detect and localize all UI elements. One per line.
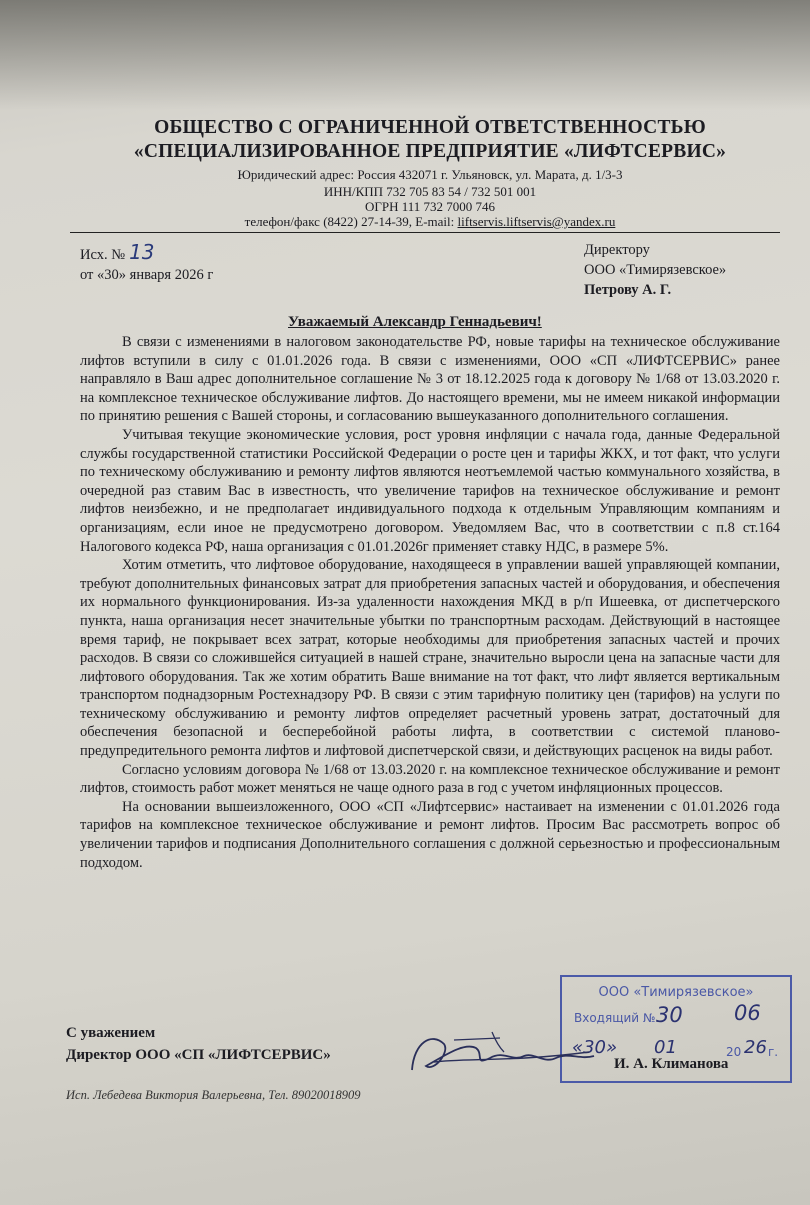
- contact-line: [150, 213, 710, 230]
- stamp-incoming-label: Входящий №: [574, 1011, 656, 1025]
- addressee: [584, 240, 726, 300]
- ref-number: 13: [129, 240, 155, 264]
- closing-block: [66, 1022, 331, 1066]
- salutation: Уважаемый Александр Геннадьевич!: [288, 314, 542, 330]
- stamp-date-month: 01: [654, 1037, 677, 1058]
- phone-fax: телефон/факс (8422) 27-14-39, E-mail:: [244, 214, 458, 229]
- org-name-line2: «СПЕЦИАЛИЗИРОВАННОЕ ПРЕДПРИЯТИЕ «ЛИФТСЕРВИС»: [133, 141, 727, 162]
- director-position: Директор ООО «СП «ЛИФТСЕРВИС»: [66, 1047, 331, 1063]
- addressee-title: Директору: [584, 242, 650, 258]
- header-divider: [70, 232, 780, 233]
- closing-regards: С уважением: [66, 1025, 156, 1041]
- ogrn: ОГРН 111 732 7000 746: [364, 199, 496, 214]
- org-name-line1: ОБЩЕСТВО С ОГРАНИЧЕННОЙ ОТВЕТСТВЕННОСТЬЮ: [154, 117, 706, 138]
- stamp-date-day: «30»: [572, 1037, 618, 1058]
- outgoing-ref: [80, 242, 213, 285]
- paragraph: Учитывая текущие экономические условия, рост уровня инфляции с начала года, данные Федеральной службы государственной статистики Российской Федерации о росте цен и тарифы ЖКХ, и тот факт, что услуги по техническому обслуживанию и ремонту лифтов являются неотъемлемой частью коммунального хозяйства, в очередной раз ставим Вас в известность, что увеличение тарифов на техническое обслуживание и ремонт лифтов неизбежно, и не предполагает индивидуального подхода к отдельным Управляющим компаниям и организациям, если иное не предусмотрено договором. Уведомляем Вас, что в соответствии с п.8 ст.164 Налогового кодекса РФ, наша организация с 01.01.2026г применяет ставку НДС, в размере 5%.: [80, 426, 780, 555]
- addressee-company: ООО «Тимирязевское»: [584, 262, 727, 278]
- stamp-year-suffix: 26: [744, 1037, 767, 1058]
- email-link[interactable]: liftservis.liftservis@yandex.ru: [457, 214, 616, 229]
- paragraph: В связи с изменениями в налоговом законодательстве РФ, новые тарифы на техническое обслуживание лифтов вступили в силу с 01.01.2026 года. В связи с изменениями, ООО «СП «ЛИФТСЕРВИС» ранее направляло в Ваш адрес дополнительное соглашение № 3 от 18.12.2025 года к договору № 1/68 от 13.03.2020 г. на комплексное техническое обслуживание лифтов. До настоящего времени, мы не имеем никакой информации по принятию решения с Вашей стороны, и согласованию вышеуказанного дополнительного соглашения.: [80, 334, 780, 425]
- paragraph: На основании вышеизложенного, ООО «СП «Лифтсервис» настаивает на изменении с 01.01.2026 года тарифов на комплексное техническое обслуживание и ремонт лифтов. Просим Вас рассмотреть вопрос об увеличении тарифов и подписания Дополнительного соглашения с должной серьезностью и профессиональным подходом.: [80, 798, 780, 871]
- legal-address: Юридический адрес: Россия 432071 г. Ульяновск, ул. Марата, д. 1/3-3: [237, 167, 623, 182]
- organization-title: [120, 116, 740, 164]
- stamp-title: ООО «Тимирязевское»: [598, 985, 754, 1000]
- stamp-year-end: г.: [768, 1045, 779, 1059]
- ref-label: Исх. №: [80, 247, 126, 263]
- handwritten-signature: [404, 1022, 604, 1084]
- ref-date: от «30» января 2026 г: [80, 267, 214, 283]
- signer-name: И. А. Климанова: [614, 1056, 729, 1072]
- stamp-incoming-suffix: 06: [734, 1001, 761, 1025]
- letter-body: [80, 333, 780, 872]
- inn-kpp: ИНН/КПП 732 705 83 54 / 732 501 001: [323, 184, 537, 199]
- page-shadow: [0, 0, 810, 110]
- executor-line: Исп. Лебедева Виктория Валерьевна, Тел. 89020018909: [66, 1088, 361, 1102]
- stamp-year-prefix: 20: [726, 1045, 742, 1059]
- paragraph: Хотим отметить, что лифтовое оборудование, находящееся в управлении вашей управляющей компании, требуют дополнительных финансовых затрат для приобретения запасных частей и оборудования, и обеспечения их нормального функционирования. Из-за удаленности нахождения МКД в р/п Ишеевка, от диспетчерского пункта, наша организация несет значительные убытки по транспортным расходам. Действующий в настоящее время тариф, не покрывает всех затрат, которые необходимы для приобретения запасных частей и прочих расходов. В связи со сложившейся ситуацией в нашей стране, значительно выросли цена на запасные части для лифтового оборудования. Так же хотим обратить Ваше внимание на тот факт, что лифт является вертикальным транспортом поднадзорным Ростехнадзору РФ. В связи с этим тарифную политику цен (тарифов) на услуги по техническому обслуживанию и ремонту лифтов определяет расчетный уровень затрат, достаточный для обеспечения безопасной и бесперебойной работы лифта, в соответствии с системой планово-предупредительного ремонта лифтов и лифтовой диспетчерской связи, и действующих расценок на виды работ.: [80, 557, 780, 760]
- stamp-incoming-num: 30: [656, 1003, 683, 1027]
- paragraph: Согласно условиям договора № 1/68 от 13.03.2020 г. на комплексное техническое обслуживание и ремонт лифтов, стоимость работ может меняться не чаще одного раза в год с учетом инфляционных процессов.: [80, 761, 780, 797]
- addressee-name: Петрову А. Г.: [584, 282, 672, 298]
